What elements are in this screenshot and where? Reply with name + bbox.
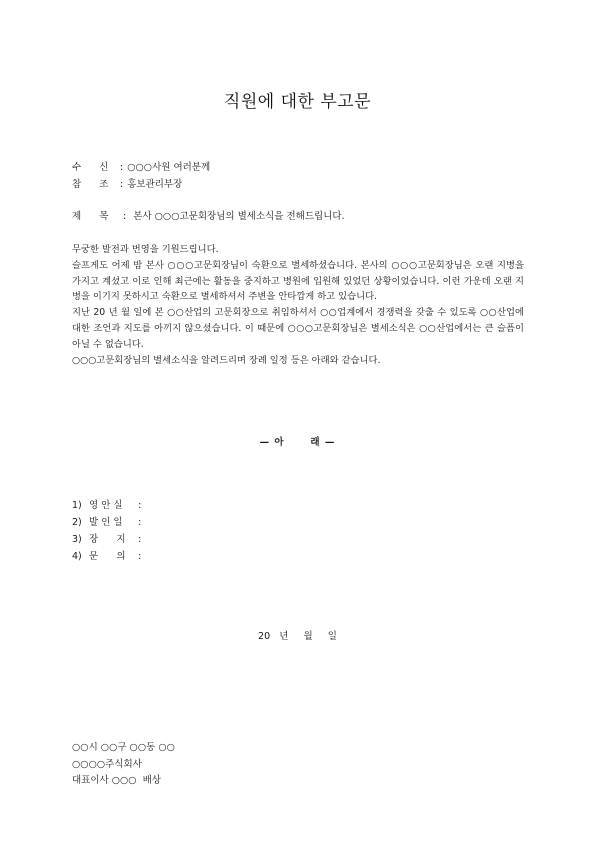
body-paragraph-greeting: 무궁한 발전과 번영을 기원드립니다. [72,244,219,255]
subject-colon: : [123,211,127,222]
reference-value: 홍보관리부장 [127,179,183,190]
body-paragraph-career: 지난 20 년 월 일에 본 ○○산업의 고문회장으로 취임하셔서 ○○업계에서 경쟁력을 갖출 수 있도록 ○○산업에 대한 조언과 지도를 아끼지 않으셨습니다. 이 때문에 ○○○고문회장님은 별세소식은 ○○산업에서는 큰 슬픔이 아닐 수 없습니다. [72,307,524,350]
list-item [72,514,141,531]
sender-block [72,740,175,790]
document-title: 직원에 대한 부고문 [223,92,372,112]
sender-company: ○○○○주식회사 [72,758,142,770]
reference-row [72,177,182,193]
body-paragraph-announcement: 슬프게도 어제 밤 본사 ○○○고문회장님이 숙환으로 별세하셨습니다. 본사의 ○○○고문회장님은 오랜 지병을 가지고 계셨고 이로 인해 최근에는 활동을 중지하고 병원에 입원해 있었던 상황이었습니다. 이런 가운데 오랜 지병을 이기지 못하시고 숙환으로 별세하셔서 주변을 안타깝게 하고 있습니다. [72,259,524,303]
item-colon: : [138,517,142,528]
reference-colon: : [120,179,124,190]
item-colon: : [138,534,142,545]
sender-representative: 대표이사 ○○○ 배상 [72,775,161,786]
item-number: 1) [72,500,82,511]
item-label-funeral-date: 발 인 일 [89,517,123,528]
item-number: 3) [72,534,82,545]
date-line: 20 년 월 일 [258,631,337,642]
item-label-burial-site: 장 지 [89,534,126,545]
subject-value: 본사 ○○○고문회장님의 별세소식을 전해드립니다. [133,211,345,222]
item-colon: : [138,551,142,562]
item-colon: : [138,500,142,511]
reference-label: 참 조 [72,179,109,190]
funeral-details-list [72,497,141,565]
recipient-label: 수 신 [72,162,109,173]
list-item [72,497,141,514]
body-text [72,242,524,368]
sender-address: ○○시 ○○구 ○○동 ○○ [72,742,175,753]
item-label-inquiry: 문 의 [89,551,126,562]
item-number: 2) [72,517,82,528]
item-label-mortuary: 영 안 실 [89,500,123,511]
body-paragraph-closing: ○○○고문회장님의 별세소식을 알려드리며 장례 일정 등은 아래와 같습니다. [72,354,381,366]
recipient-value: ○○○사원 여러분께 [127,162,211,173]
item-number: 4) [72,551,82,562]
subject-row [72,208,345,222]
list-item [72,548,141,565]
list-item [72,531,141,548]
notice-heading: — 아 래 — [259,437,336,448]
recipient-colon: : [120,162,124,173]
subject-label: 제 목 [72,211,109,222]
recipient-row [72,160,210,176]
